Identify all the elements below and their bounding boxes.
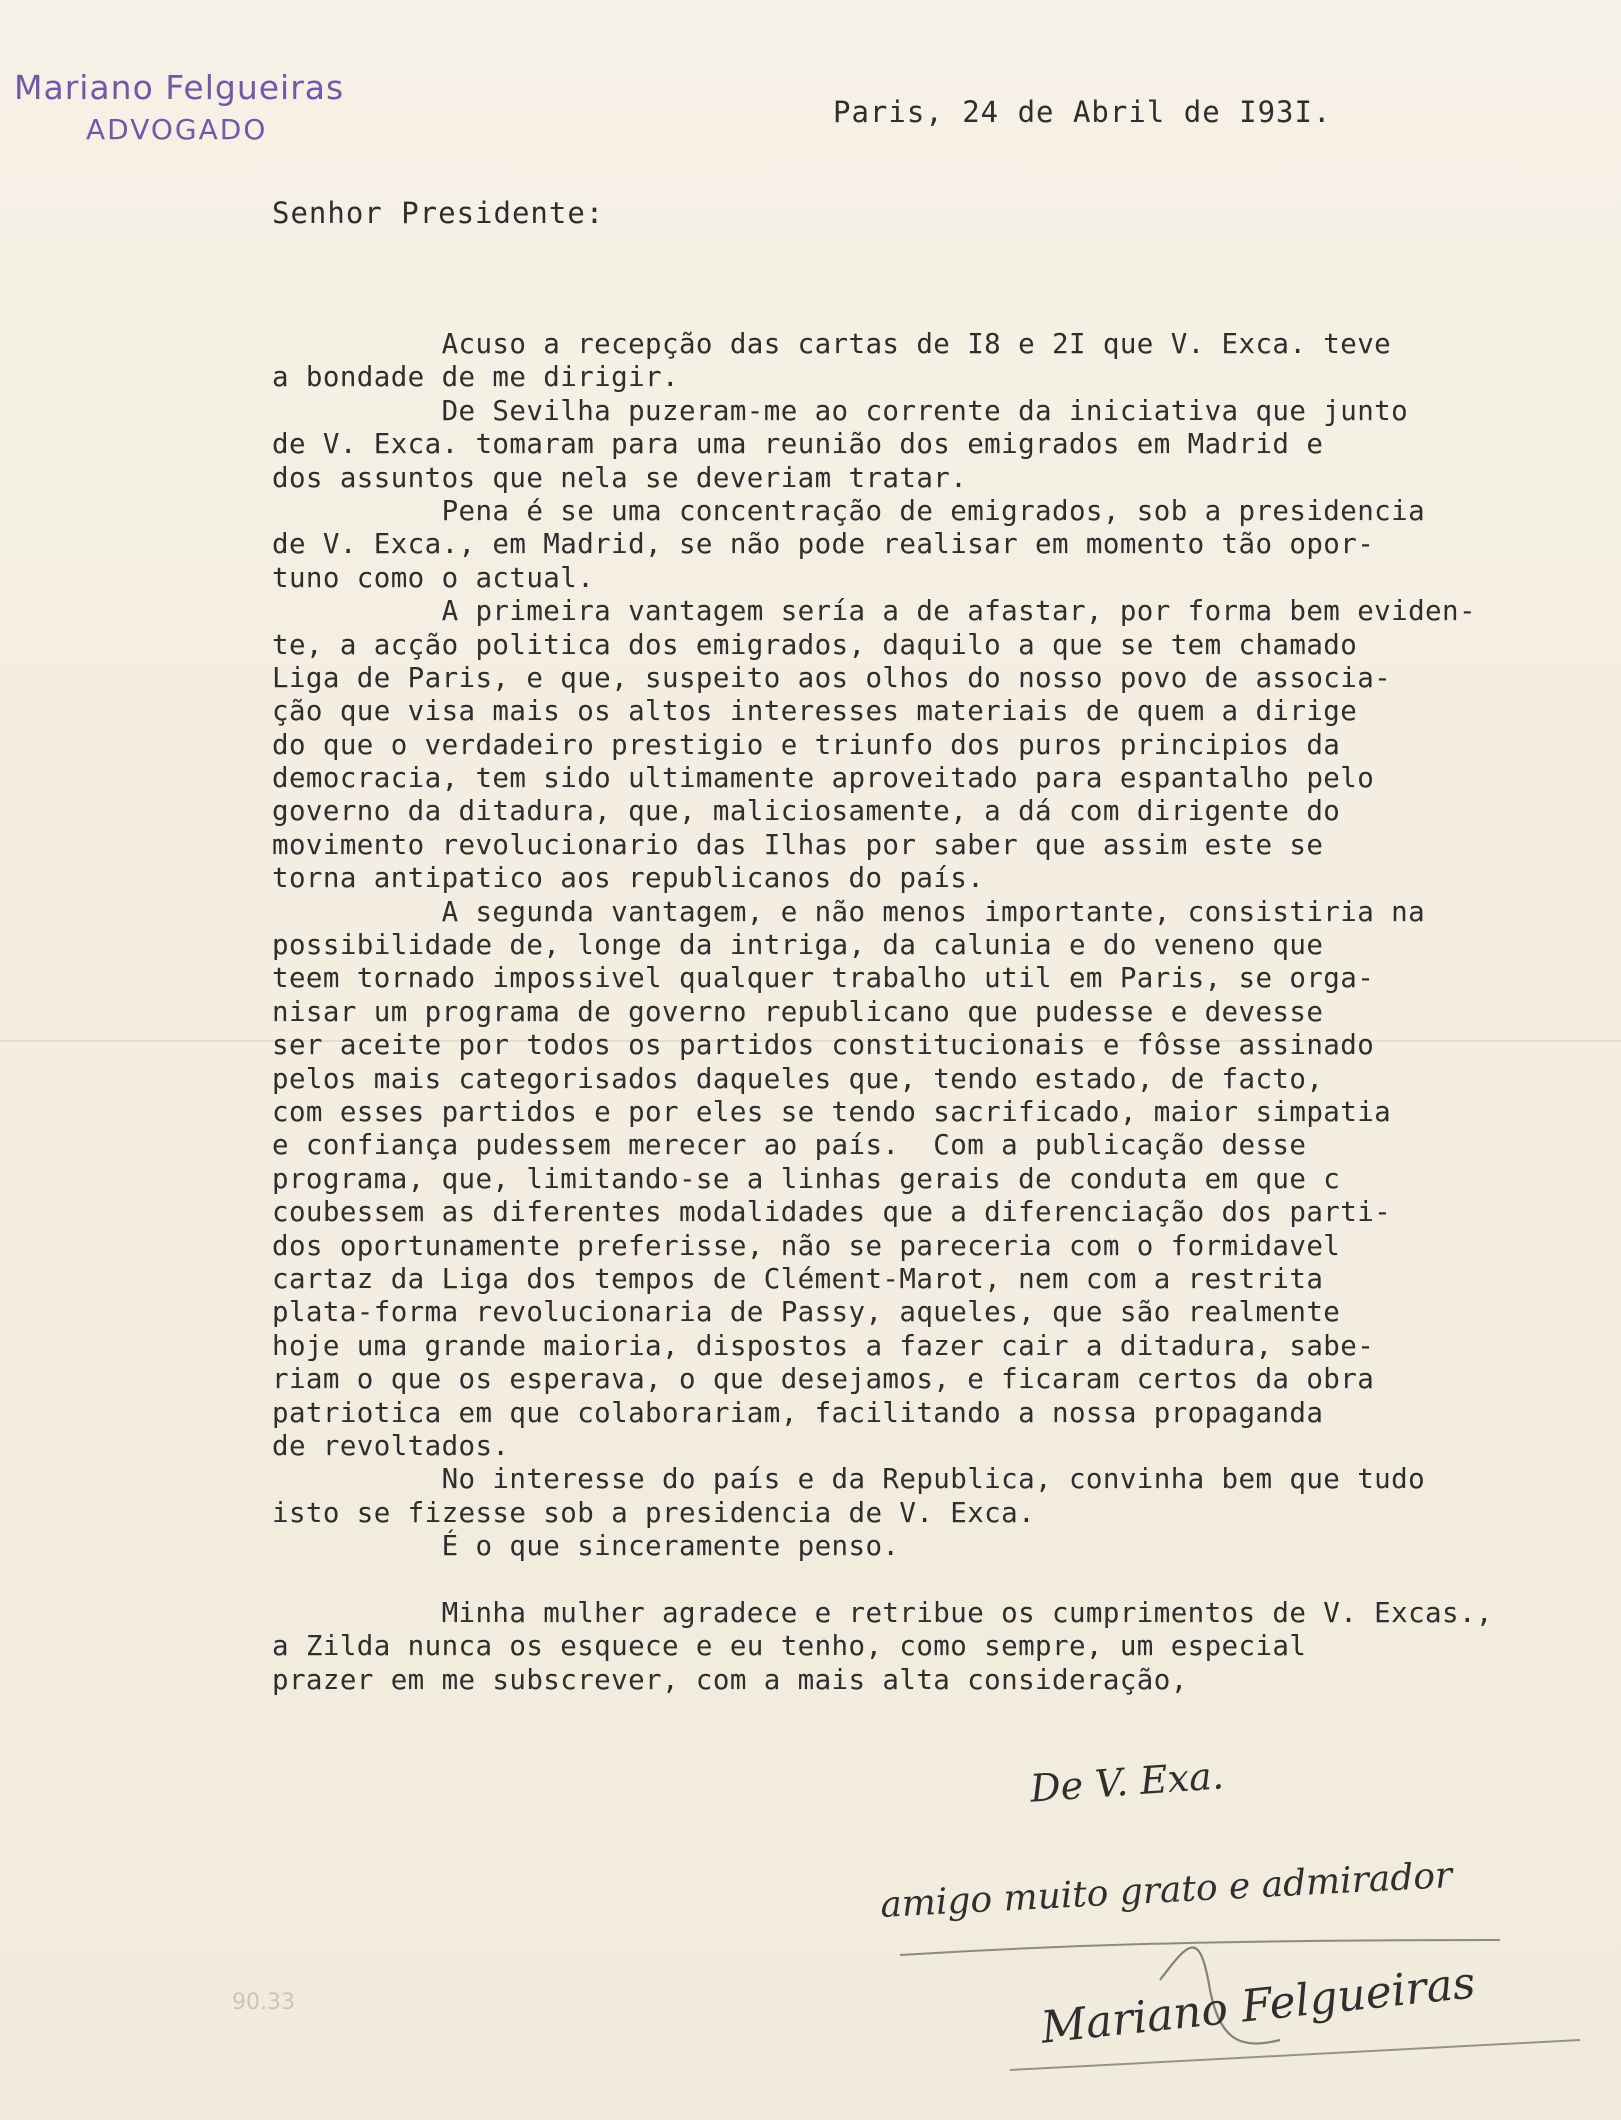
typed-line: prazer em me subscrever, com a mais alta consideração, (272, 1663, 1188, 1696)
letterhead-title: ADVOGADO (86, 113, 268, 146)
typed-line: de V. Exca. tomaram para uma reunião dos emigrados em Madrid e (272, 428, 1324, 461)
typed-line: possibilidade de, longe da intriga, da calunia e do veneno que (272, 929, 1324, 962)
typed-line: do que o verdadeiro prestigio e triunfo dos puros principios da (272, 728, 1341, 761)
typed-line: a bondade de me dirigir. (272, 361, 679, 394)
typed-line: É o que sinceramente penso. (272, 1530, 900, 1563)
typed-line: Liga de Paris, e que, suspeito aos olhos do nosso povo de associa- (272, 661, 1392, 694)
paragraph-gap (272, 1563, 1592, 1596)
typed-line: tuno como o actual. (272, 561, 595, 594)
typed-line: coubessem as diferentes modalidades que a diferenciação dos parti- (272, 1196, 1392, 1229)
typed-line: programa, que, limitando-se a linhas gerais de conduta em que c (272, 1162, 1341, 1195)
typed-line: pelos mais categorisados daqueles que, tendo estado, de facto, (272, 1062, 1324, 1095)
letterhead-name: Mariano Felgueiras (14, 68, 345, 107)
typed-line: De Sevilha puzeram-me ao corrente da iniciativa que junto (272, 394, 1409, 427)
salutation: Senhor Presidente: (272, 196, 605, 230)
typed-line: nisar um programa de governo republicano que pudesse e devesse (272, 995, 1324, 1028)
typed-line: hoje uma grande maioria, dispostos a fazer cair a ditadura, sabe- (272, 1329, 1375, 1362)
typed-line: te, a acção politica dos emigrados, daquilo a que se tem chamado (272, 628, 1358, 661)
dateline: Paris, 24 de Abril de I93I. (833, 95, 1332, 129)
typed-line: governo da ditadura, que, maliciosamente, a dá com dirigente do (272, 795, 1341, 828)
typed-line: e confiança pudessem merecer ao país. Com a publicação desse (272, 1129, 1307, 1162)
typed-line: isto se fizesse sob a presidencia de V. Exca. (272, 1496, 1036, 1529)
typed-line: ser aceite por todos os partidos constitucionais e fôsse assinado (272, 1029, 1375, 1062)
typed-line: teem tornado impossivel qualquer trabalho util em Paris, se orga- (272, 962, 1375, 995)
typed-line: Minha mulher agradece e retribue os cumprimentos de V. Excas., (272, 1596, 1493, 1629)
typed-line: A primeira vantagem sería a de afastar, por forma bem eviden- (272, 595, 1476, 628)
signature-line-1: De V. Exa. (1028, 1753, 1226, 1811)
archive-reference-mark: 90.33 (232, 1990, 295, 2015)
typed-line: de revoltados. (272, 1429, 510, 1462)
typed-line: A segunda vantagem, e não menos importante, consistiria na (272, 895, 1426, 928)
typed-line: ção que visa mais os altos interesses materiais de quem a dirige (272, 695, 1358, 728)
typed-line: No interesse do país e da Republica, convinha bem que tudo (272, 1463, 1426, 1496)
typed-line: Acuso a recepção das cartas de I8 e 2I que V. Exca. teve (272, 328, 1392, 360)
typed-line: dos oportunamente preferisse, não se pareceria com o formidavel (272, 1229, 1341, 1262)
typed-line: Pena é se uma concentração de emigrados, sob a presidencia (272, 494, 1426, 527)
signature-line-2: amigo muito grato e admirador (879, 1855, 1454, 1926)
letterhead-stamp (14, 68, 344, 146)
handwritten-signature-block (860, 1740, 1600, 2100)
closing-paragraph (272, 1597, 1592, 1697)
typed-line: cartaz da Liga dos tempos de Clément-Marot, nem com a restrita (272, 1262, 1324, 1295)
signature-name: Mariano Felgueiras (1038, 1957, 1478, 2054)
typed-line: democracia, tem sido ultimamente aproveitado para espantalho pelo (272, 762, 1375, 795)
typed-line: torna antipatico aos republicanos do país. (272, 862, 985, 895)
typed-line: dos assuntos que nela se deveriam tratar. (272, 461, 968, 494)
body-paragraphs (272, 328, 1592, 1563)
typed-line: com esses partidos e por eles se tendo sacrificado, maior simpatia (272, 1095, 1392, 1128)
typed-line: plata-forma revolucionaria de Passy, aqueles, que são realmente (272, 1296, 1341, 1329)
typed-line: de V. Exca., em Madrid, se não pode realisar em momento tão opor- (272, 528, 1375, 561)
typed-line: riam o que os esperava, o que desejamos, e ficaram certos da obra (272, 1363, 1375, 1396)
typed-line: patriotica em que colaborariam, facilitando a nossa propaganda (272, 1396, 1324, 1429)
typed-line: movimento revolucionario das Ilhas por saber que assim este se (272, 828, 1324, 861)
typed-line: a Zilda nunca os esquece e eu tenho, como sempre, um especial (272, 1630, 1307, 1663)
letter-body (272, 328, 1592, 1697)
